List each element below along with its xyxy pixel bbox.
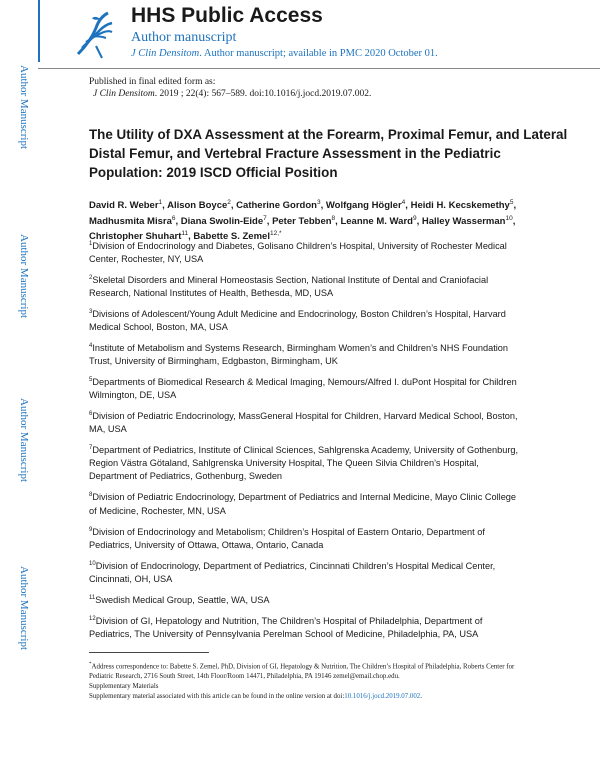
author-name: Alison Boyce xyxy=(167,200,228,212)
author xyxy=(181,216,267,227)
affiliation-number: 11 xyxy=(89,594,96,601)
author-list: David R. Weber$^1$, Alison Boyce$^2$, Catherine Gordon$^3$, Wolfgang Högler$^4$, Heidi H. Kecskemethy$^5$, Madhusmita Misra$^6$, Diana Swolin-Eide$^7$, Peter Tebben$^8$, Leanne M. Ward$^9$, Halley Wasserman$^{10}$, Christopher Shuhart$^{11}$, Babette S. Zemel$^{12,*}$ xyxy=(89,199,517,243)
author-name: Diana Swolin-Eide xyxy=(180,215,264,227)
affiliation xyxy=(89,558,521,586)
correspondence-text: Address correspondence to: Babette S. Zemel, PhD, Division of GI, Hepatology & Nutrition, The Children’s Hospital of Philadelphia, Roberts Center for Pediatric Research, 2716 South Street, 14th Floor/Room 14471, Philadelphia, PA 19146 zemel@email.chop.edu. xyxy=(89,663,515,681)
affiliation-text: Institute of Metabolism and Systems Research, Birmingham Women’s and Children’s NHS Foundation Trust, University of Birmingham, Edgbaston, Birmingham, UK xyxy=(89,343,509,367)
citation-line xyxy=(89,88,371,100)
journal-name: J Clin Densitom xyxy=(131,48,200,59)
author-affiliation-mark: 3 xyxy=(316,199,321,206)
affiliation-number: 9 xyxy=(89,526,93,533)
affiliation-text: Divisions of Adolescent/Young Adult Medicine and Endocrinology, Boston Children’s Hospital, Harvard Medical School, Boston, MA, USA xyxy=(89,309,506,333)
header-divider xyxy=(38,0,40,62)
affiliation-number: 2 xyxy=(89,275,93,282)
footnote-rule xyxy=(89,652,209,653)
affiliation-number: 10 xyxy=(89,560,96,567)
hhs-public-access-title: HHS Public Access xyxy=(131,4,323,27)
affiliation xyxy=(89,340,521,368)
affiliation-text: Division of GI, Hepatology and Nutrition, The Children’s Hospital of Philadelphia, Department of Pediatrics, The University of Pennsylvania Perelman School of Medicine, Philadelphia, PA, USA xyxy=(89,615,483,639)
affiliation-number: 3 xyxy=(89,309,93,316)
affiliation-number: 6 xyxy=(89,411,93,418)
author-affiliation-mark: 4 xyxy=(401,199,406,206)
author-affiliation-mark: 6 xyxy=(171,214,176,222)
author-affiliation-mark: 9 xyxy=(412,214,417,222)
affiliation-number: 1 xyxy=(89,241,93,247)
affiliation xyxy=(89,489,521,517)
author xyxy=(272,216,335,227)
doi-link[interactable]: 10.1016/j.jocd.2019.07.002 xyxy=(344,693,421,701)
affiliation-text: Division of Endocrinology, Department of Pediatrics, Cincinnati Children’s Hospital Medical Center, Cincinnati, OH, USA xyxy=(89,560,496,584)
affiliation-text: Division of Endocrinology and Diabetes, Golisano Children’s Hospital, University of Rochester Medical Center, Rochester, NY, USA xyxy=(89,241,507,265)
author xyxy=(340,216,416,227)
affiliation xyxy=(89,408,521,436)
author-manuscript-label: Author manuscript xyxy=(131,30,237,45)
published-label: Published in final edited form as: xyxy=(89,77,216,87)
author-affiliation-mark: 7 xyxy=(263,214,267,222)
affiliation xyxy=(89,592,521,607)
affiliation xyxy=(89,238,521,266)
author-name: Halley Wasserman xyxy=(421,215,506,227)
affiliation xyxy=(89,374,521,402)
hhs-eagle-logo-icon xyxy=(74,8,114,60)
side-label-author-manuscript: Author Manuscript xyxy=(18,65,30,150)
side-label-author-manuscript: Author Manuscript xyxy=(18,566,30,651)
affiliation xyxy=(89,306,521,334)
author-name: Christopher Shuhart xyxy=(89,231,182,243)
supplementary-end: . xyxy=(420,693,422,701)
affiliation xyxy=(89,524,521,552)
affiliation-text: Departments of Biomedical Research & Medical Imaging, Nemours/Alfred I. duPont Hospital for Children Wilmington, DE, USA xyxy=(89,377,517,401)
affiliation-text: Division of Pediatric Endocrinology, Department of Pediatrics and Internal Medicine, Mayo Clinic College of Medicine, Rochester, MN, USA xyxy=(89,492,517,516)
side-label-author-manuscript: Author Manuscript xyxy=(18,398,30,483)
author-affiliation-mark: 12,* xyxy=(269,230,282,238)
author-name: Madhusmita Misra xyxy=(89,215,172,227)
affiliation-text: Swedish Medical Group, Seattle, WA, USA xyxy=(95,594,270,605)
availability-text: . Author manuscript; available in PMC 2020 October 01. xyxy=(199,48,438,59)
correspondence-note xyxy=(89,660,529,682)
affiliation-number: 12 xyxy=(89,615,96,622)
affiliation-text: Division of Pediatric Endocrinology, MassGeneral Hospital for Children, Harvard Medical School, Boston, MA, USA xyxy=(89,411,518,435)
affiliation-text: Department of Pediatrics, Institute of Clinical Sciences, Sahlgrenska Academy, University of Gothenburg, Region Västra Götaland, Sahlgrenska University Hospital, The Queen Silvia Children’s Hospital, Department of Pediatrics, Gothenburg, Sweden xyxy=(89,445,519,482)
supplementary-note xyxy=(89,692,529,702)
author-name: Peter Tebben xyxy=(272,215,332,227)
header-rule xyxy=(38,68,600,69)
affiliation-number: 8 xyxy=(89,492,93,499)
author xyxy=(89,216,176,227)
affiliation xyxy=(89,272,521,300)
author xyxy=(167,200,231,211)
author-name: Wolfgang Högler xyxy=(325,200,402,212)
affiliation-number: 5 xyxy=(89,377,93,384)
author-name: Leanne M. Ward xyxy=(340,215,413,227)
citation-journal: J Clin Densitom xyxy=(93,89,155,99)
author-name: David R. Weber xyxy=(89,200,159,212)
author-name: Catherine Gordon xyxy=(236,200,317,212)
citation-details: . 2019 ; 22(4): 567–589. doi:10.1016/j.jocd.2019.07.002. xyxy=(154,89,372,99)
author xyxy=(236,200,320,211)
author-name: Babette S. Zemel xyxy=(193,231,270,243)
author xyxy=(326,200,405,211)
footnotes xyxy=(89,660,529,702)
side-label-author-manuscript: Author Manuscript xyxy=(18,234,30,319)
author-affiliation-mark: 1 xyxy=(158,199,163,206)
affiliation-text: Skeletal Disorders and Mineral Homeostasis Section, National Institute of Dental and Craniofacial Research, National Institutes of Health, Bethesda, MD, USA xyxy=(89,275,489,299)
author-affiliation-mark: 10 xyxy=(505,214,513,222)
publication-info xyxy=(89,76,371,100)
affiliation-text: Division of Endocrinology and Metabolism; Children’s Hospital of Eastern Ontario, Department of Pediatrics, University of Ottawa, Ottawa, Ontario, Canada xyxy=(89,526,485,550)
author-affiliation-mark: 11 xyxy=(181,230,189,238)
author-affiliation-mark: 8 xyxy=(331,214,336,222)
affiliation xyxy=(89,442,521,483)
affiliation-number: 4 xyxy=(89,343,93,350)
article-title: The Utility of DXA Assessment at the Forearm, Proximal Femur, and Lateral Distal Femur, and Vertebral Fracture Assessment in the Pediatric Population: 2019 ISCD Official Position xyxy=(89,127,568,180)
affiliation-list xyxy=(89,238,521,647)
author-name: Heidi H. Kecskemethy xyxy=(410,200,510,212)
author xyxy=(411,200,514,211)
supplementary-heading: Supplementary Materials xyxy=(89,683,159,691)
author xyxy=(89,200,162,211)
supplementary-text: Supplementary material associated with this article can be found in the online version at doi: xyxy=(89,693,345,701)
affiliation xyxy=(89,613,521,641)
availability-line xyxy=(131,48,438,59)
author-affiliation-mark: 5 xyxy=(509,199,514,206)
correspondence-mark: * xyxy=(89,662,92,667)
affiliation-number: 7 xyxy=(89,445,93,452)
author xyxy=(422,216,513,227)
author-affiliation-mark: 2 xyxy=(227,199,231,206)
